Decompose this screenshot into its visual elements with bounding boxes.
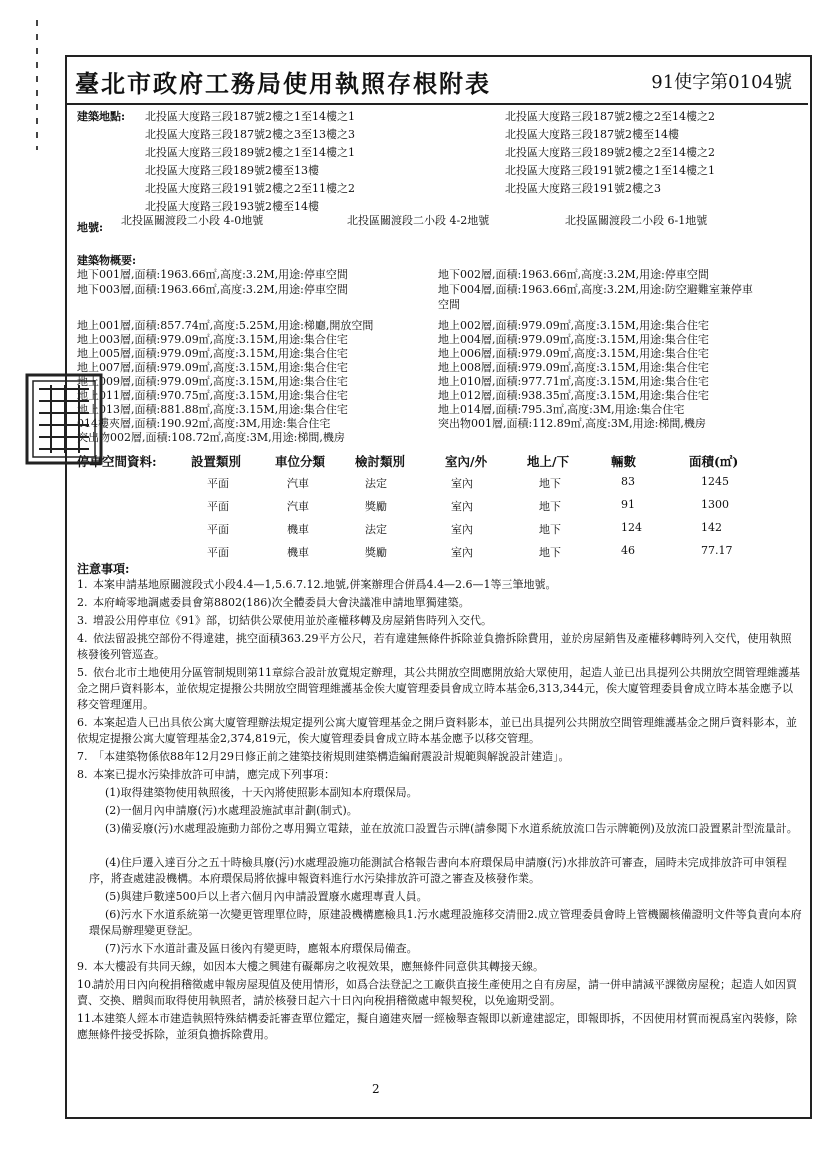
note-text: 本大樓設有共同天線，如因本大樓之興建有礙鄰房之收視效果，應無條件同意供其轉接天線。 xyxy=(93,960,544,973)
note-item xyxy=(77,577,802,593)
seal-stamp xyxy=(25,373,103,465)
note-number: 6. xyxy=(77,716,88,729)
note-text: (6)污水下水道系統第一次變更管理單位時，原建設機構應檢具1.污水處理設施移交清冊2.成立管理委員會時上管機關核備證明文件等負責向本府環保局辦理變更登記。 xyxy=(89,908,802,937)
note-text: 增設公用停車位《91》部，切結供公眾使用並於產權移轉及房屋銷售時列入交代。 xyxy=(93,614,492,627)
parking-cell: 46 xyxy=(621,544,635,557)
floor-row: 地上014層,面積:795.3㎡,高度:3M,用途:集合住宅 xyxy=(438,403,685,416)
note-number: 9. xyxy=(77,960,88,973)
parking-cell: 汽車 xyxy=(287,477,309,490)
note-text: 本建築人經本市建造執照特殊結構委託審查單位鑑定，擬自適建夾層一經檢舉查報即以新違建認定，即報即拆，不因使用材質而視爲室內裝修，除應無條件接受拆除，並須負擔拆除費用。 xyxy=(77,1012,797,1041)
site-address: 北投區大度路三段191號2樓之2至11樓之2 xyxy=(145,182,355,195)
parking-cell: 平面 xyxy=(207,477,229,490)
note-text: (3)備妥廢(污)水處理設施動力部份之專用獨立電錶，並在放流口設置告示牌(請參閱下水道系統放流口告示牌範例)及放流口設置累計型流量計。 xyxy=(105,822,798,835)
parking-header: 檢討類別 xyxy=(355,454,406,469)
note-text: (1)取得建築物使用執照後，十天內將使照影本副知本府環保局。 xyxy=(105,786,418,799)
floor-row: 地下001層,面積:1963.66㎡,高度:3.2M,用途:停車空間 xyxy=(77,268,348,281)
note-item xyxy=(89,855,802,887)
note-item xyxy=(77,977,802,1009)
parking-cell: 室內 xyxy=(451,477,473,490)
floor-row: 地上005層,面積:979.09㎡,高度:3.15M,用途:集合住宅 xyxy=(77,347,348,360)
site-address: 北投區大度路三段191號2樓之3 xyxy=(505,182,661,195)
note-item xyxy=(77,959,802,975)
parking-cell: 124 xyxy=(621,521,642,534)
note-item xyxy=(89,907,802,939)
note-text: 本案已提水污染排放許可申請，應完成下列事項： xyxy=(93,768,335,781)
parking-cell: 獎勵 xyxy=(365,500,387,513)
note-item xyxy=(77,767,802,783)
parking-header: 室內/外 xyxy=(445,454,488,469)
floor-row: 地上002層,面積:979.09㎡,高度:3.15M,用途:集合住宅 xyxy=(438,319,709,332)
note-text: 本府崎零地調處委員會第8802(186)次全體委員大會決議准申請地單獨建築。 xyxy=(93,596,470,609)
lot-label: 地號: xyxy=(77,221,104,234)
floor-row: 突出物002層,面積:108.72㎡,高度:3M,用途:梯間,機房 xyxy=(77,431,345,444)
site-address: 北投區大度路三段189號2樓之2至14樓之2 xyxy=(505,146,715,159)
page-number: 2 xyxy=(372,1082,380,1096)
note-number: 7. xyxy=(77,750,88,763)
parking-cell: 汽車 xyxy=(287,500,309,513)
note-number: 1. xyxy=(77,578,88,591)
parking-cell: 1245 xyxy=(701,475,729,488)
document-title: 臺北市政府工務局使用執照存根附表 xyxy=(75,69,491,98)
note-number: 2. xyxy=(77,596,88,609)
parking-label: 停車空間資料: xyxy=(77,454,157,469)
note-item xyxy=(89,821,802,837)
parking-cell: 地下 xyxy=(539,546,561,559)
floor-row: 地上007層,面積:979.09㎡,高度:3.15M,用途:集合住宅 xyxy=(77,361,348,374)
note-number: 4. xyxy=(77,632,88,645)
permit-number: 91使字第0104號 xyxy=(651,72,792,93)
parking-header: 地上/下 xyxy=(527,454,570,469)
parking-cell: 142 xyxy=(701,521,722,534)
note-item xyxy=(77,1011,802,1043)
floor-row: 地上006層,面積:979.09㎡,高度:3.15M,用途:集合住宅 xyxy=(438,347,709,360)
parking-cell: 平面 xyxy=(207,500,229,513)
note-number: 3. xyxy=(77,614,88,627)
parking-cell: 83 xyxy=(621,475,635,488)
note-item xyxy=(77,631,802,663)
note-item xyxy=(77,613,802,629)
parking-cell: 地下 xyxy=(539,500,561,513)
parking-header: 面積(㎡) xyxy=(689,454,739,469)
note-item xyxy=(89,889,802,905)
site-address: 北投區大度路三段191號2樓之1至14樓之1 xyxy=(505,164,715,177)
note-item xyxy=(89,803,802,819)
site-address: 北投區大度路三段187號2樓之2至14樓之2 xyxy=(505,110,715,123)
parking-cell: 77.17 xyxy=(701,544,733,557)
floor-row: 地下003層,面積:1963.66㎡,高度:3.2M,用途:停車空間 xyxy=(77,283,348,296)
note-number: 8. xyxy=(77,768,88,781)
parking-cell: 平面 xyxy=(207,523,229,536)
site-address: 北投區大度路三段193號2樓至14樓 xyxy=(145,200,319,213)
floor-row: 突出物001層,面積:112.89㎡,高度:3M,用途:梯間,機房 xyxy=(438,417,706,430)
parking-cell: 室內 xyxy=(451,523,473,536)
floor-row: 地下004層,面積:1963.66㎡,高度:3.2M,用途:防空避難室兼停車 xyxy=(438,283,753,296)
note-item xyxy=(89,941,802,957)
parking-cell: 機車 xyxy=(287,546,309,559)
parking-header: 輛數 xyxy=(611,454,637,469)
floor-row: 地上004層,面積:979.09㎡,高度:3.15M,用途:集合住宅 xyxy=(438,333,709,346)
note-text: 本案起造人已出具依公寓大廈管理辦法規定提列公寓大廈管理基金之開戶資料影本，並已出具提列公共開放空間管理維護基金之開戶資料影本，並依規定提撥公寓大廈管理基金2,374,819元，俟大廈管理委員會成立時本基金應予以移交管理。 xyxy=(77,716,797,745)
site-label: 建築地點: xyxy=(77,110,126,123)
parking-cell: 法定 xyxy=(365,523,387,536)
floor-row: 地上008層,面積:979.09㎡,高度:3.15M,用途:集合住宅 xyxy=(438,361,709,374)
parking-header: 設置類別 xyxy=(191,454,242,469)
note-item xyxy=(77,665,802,713)
parking-cell: 室內 xyxy=(451,500,473,513)
note-text: (5)與建戶數達500戶以上者六個月內申請設置廢水處理專責人員。 xyxy=(105,890,428,903)
note-item xyxy=(89,785,802,801)
parking-cell: 91 xyxy=(621,498,635,511)
note-text: 請於用日內向稅捐稽徵處申報房屋現值及使用情形，如爲合法登記之工廠供直接生產使用之自有房屋，請一併申請減平課徵房屋稅；起造人如因買賣、交換、贈與而取得使用執照者，請於核發日起六十日內向稅捐稽徵處申報契稅，以免逾期受罰。 xyxy=(77,978,797,1007)
title-bar xyxy=(65,55,808,105)
floor-row: 地上013層,面積:881.88㎡,高度:3.15M,用途:集合住宅 xyxy=(77,403,348,416)
floor-row: 地上009層,面積:979.09㎡,高度:3.15M,用途:集合住宅 xyxy=(77,375,348,388)
parking-cell: 獎勵 xyxy=(365,546,387,559)
parking-cell: 地下 xyxy=(539,523,561,536)
site-address: 北投區大度路三段187號2樓之3至13樓之3 xyxy=(145,128,355,141)
floor-row: 地上012層,面積:938.35㎡,高度:3.15M,用途:集合住宅 xyxy=(438,389,709,402)
document-page xyxy=(65,55,810,1133)
parking-header: 車位分類 xyxy=(275,454,326,469)
floor-row: 014樓夾層,面積:190.92㎡,高度:3M,用途:集合住宅 xyxy=(77,417,331,430)
floor-row: 地下002層,面積:1963.66㎡,高度:3.2M,用途:停車空間 xyxy=(438,268,709,281)
note-text: (7)污水下水道計畫及區日後內有變更時，應報本府環保局備查。 xyxy=(105,942,418,955)
site-address: 北投區大度路三段187號2樓至14樓 xyxy=(505,128,679,141)
parking-cell: 室內 xyxy=(451,546,473,559)
note-item xyxy=(77,715,802,747)
note-text: 依法留設挑空部份不得違建，挑空面積363.29平方公尺，若有違建無條件拆除並負擔拆除費用，並於房屋銷售及產權移轉時列入交代，使用執照核發後列管巡查。 xyxy=(77,632,792,661)
floor-row: 空間 xyxy=(438,298,460,311)
note-text: 依台北市土地使用分區管制規則第11章綜合設計放寬規定辦理，其公共開放空間應開放給大眾使用，起造人並已出具提列公共開放空間管理維護基金之開戶資料影本，並依規定提撥公共開放空間管理維護基金俟大廈管理委員會成立時本基金6,313,344元，俟大廈管理委員會成立時本基金應予以移交管理運用。 xyxy=(77,666,800,711)
note-text: (2)一個月內申請廢(污)水處理設施試車計劃(制式)。 xyxy=(105,804,358,817)
floor-row: 地上001層,面積:857.74㎡,高度:5.25M,用途:梯廳,開放空間 xyxy=(77,319,374,332)
parking-cell: 平面 xyxy=(207,546,229,559)
note-item xyxy=(77,749,802,765)
lot-number: 北投區關渡段二小段 4-2地號 xyxy=(347,214,490,227)
parking-cell: 機車 xyxy=(287,523,309,536)
lot-number: 北投區關渡段二小段 6-1地號 xyxy=(565,214,708,227)
note-number: 10. xyxy=(77,978,95,991)
note-text: (4)住戶遷入達百分之五十時檢具廢(污)水處理設施功能測試合格報告書向本府環保局申請廢(污)水排放許可審查，屆時未完成排放許可申領程序，將查處建設機構。本府環保局將依據申報資料進行水污染排放許可證之審查及核發作業。 xyxy=(89,856,787,885)
floor-row: 地上003層,面積:979.09㎡,高度:3.15M,用途:集合住宅 xyxy=(77,333,348,346)
lot-number: 北投區關渡段二小段 4-0地號 xyxy=(121,214,264,227)
parking-cell: 法定 xyxy=(365,477,387,490)
notes-label: 注意事項: xyxy=(77,562,130,576)
note-number: 5. xyxy=(77,666,88,679)
floor-row: 地上010層,面積:977.71㎡,高度:3.15M,用途:集合住宅 xyxy=(438,375,709,388)
note-text: 「本建築物係依88年12月29日修正前之建築技術規則建築構造編耐震設計規範與解說設計建造」。 xyxy=(93,750,570,763)
site-address: 北投區大度路三段187號2樓之1至14樓之1 xyxy=(145,110,355,123)
floor-row: 地上011層,面積:970.75㎡,高度:3.15M,用途:集合住宅 xyxy=(77,389,348,402)
note-item xyxy=(77,595,802,611)
parking-cell: 地下 xyxy=(539,477,561,490)
overview-label: 建築物概要: xyxy=(77,254,137,267)
note-number: 11. xyxy=(77,1012,95,1025)
note-text: 本案申請基地原關渡段式小段4.4—1,5.6.7.12.地號,併案辦理合併爲4.4—2.6—1等三筆地號。 xyxy=(93,578,557,591)
site-address: 北投區大度路三段189號2樓之1至14樓之1 xyxy=(145,146,355,159)
scan-edge-mark xyxy=(30,20,44,150)
site-address: 北投區大度路三段189號2樓至13樓 xyxy=(145,164,319,177)
parking-cell: 1300 xyxy=(701,498,729,511)
